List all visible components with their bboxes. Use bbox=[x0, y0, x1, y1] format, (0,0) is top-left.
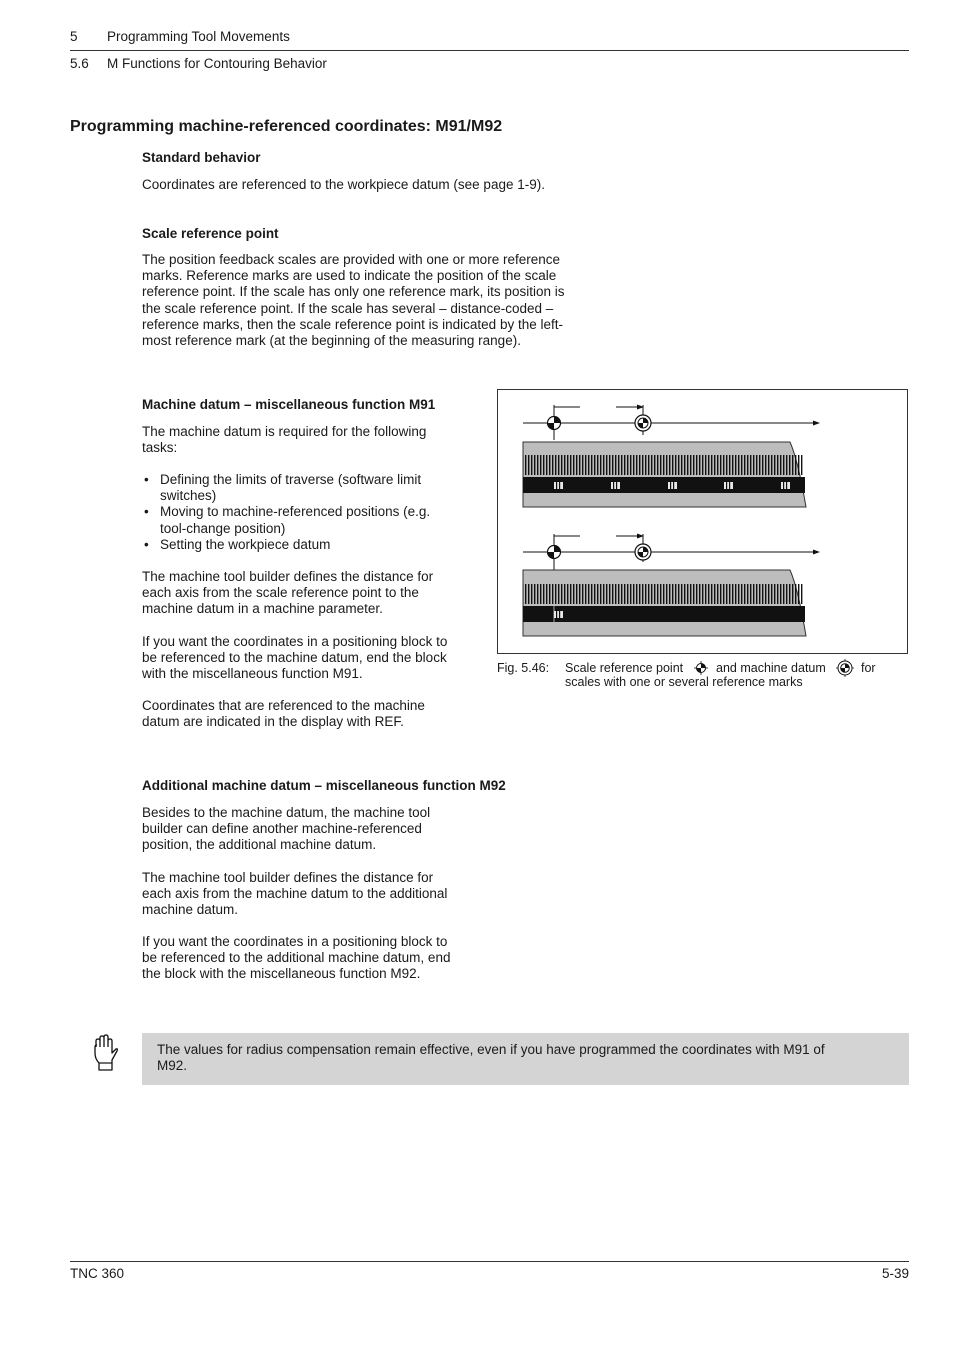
text-line: The machine tool builder defines the distance for bbox=[142, 569, 434, 584]
scale-reference-point-icon bbox=[694, 661, 708, 675]
footer-divider bbox=[70, 1261, 909, 1262]
text-line: datum are indicated in the display with REF. bbox=[142, 714, 404, 730]
text-line: position, the additional machine datum. bbox=[142, 837, 377, 853]
list-item bbox=[142, 472, 487, 504]
m91-paragraph-4 bbox=[142, 698, 487, 730]
text-line: switches) bbox=[160, 488, 217, 504]
arrow-head-icon bbox=[813, 421, 820, 426]
m91-paragraph-2 bbox=[142, 569, 487, 618]
machine-datum-icon bbox=[836, 659, 854, 677]
text-line: machine datum in a machine parameter. bbox=[142, 601, 383, 617]
text-line: with the miscellaneous function M91. bbox=[142, 666, 363, 682]
text-line: The machine tool builder defines the distance for bbox=[142, 870, 434, 885]
m91-heading: Machine datum – miscellaneous function M91 bbox=[142, 397, 436, 412]
section-title: M Functions for Contouring Behavior bbox=[107, 56, 327, 71]
figure-caption-part1: Scale reference point bbox=[565, 661, 684, 675]
machine-datum-icon bbox=[635, 415, 651, 431]
text-line: reference marks, then the scale reference point is indicated by the left- bbox=[142, 316, 563, 332]
chapter-title: Programming Tool Movements bbox=[107, 29, 290, 44]
note-box bbox=[142, 1033, 909, 1085]
text-line: If you want the coordinates in a positioning block to bbox=[142, 934, 448, 949]
page-title: Programming machine-referenced coordinates: M91/M92 bbox=[70, 118, 503, 135]
list-item bbox=[142, 537, 487, 553]
chapter-number: 5 bbox=[70, 29, 78, 44]
scale-reference-heading: Scale reference point bbox=[142, 226, 279, 241]
figure-caption-line2: scales with one or several reference marks bbox=[565, 675, 803, 689]
scale-body bbox=[523, 442, 806, 507]
text-line: be referenced to the machine datum, end the block bbox=[142, 650, 447, 666]
m92-heading: Additional machine datum – miscellaneous function M92 bbox=[142, 778, 506, 793]
text-line: Coordinates that are referenced to the machine bbox=[142, 698, 425, 713]
text-line: The position feedback scales are provided with one or more reference bbox=[142, 252, 560, 267]
text-line: be referenced to the additional machine datum, end bbox=[142, 950, 451, 966]
section-number: 5.6 bbox=[70, 56, 89, 71]
page-number: 5-39 bbox=[881, 1266, 909, 1281]
text-line: The machine datum is required for the following bbox=[142, 424, 427, 439]
text-line: • Setting the workpiece datum bbox=[160, 536, 331, 552]
m91-task-list bbox=[142, 472, 487, 553]
m91-intro bbox=[142, 424, 487, 456]
text-line: machine datum. bbox=[142, 902, 239, 918]
text-line: M92. bbox=[157, 1058, 188, 1074]
scale-diagram bbox=[498, 390, 907, 653]
text-line: builder can define another machine-referenced bbox=[142, 821, 422, 837]
standard-behavior-text: Coordinates are referenced to the workpiece datum (see page 1-9). bbox=[142, 177, 545, 192]
text-line: each axis from the scale reference point to the bbox=[142, 585, 419, 601]
text-line: reference point. If the scale has only one reference mark, its position is bbox=[142, 284, 565, 300]
text-line: • Moving to machine-referenced positions (e.g. bbox=[160, 504, 431, 520]
text-line: the scale reference point. If the scale has several – distance-coded – bbox=[142, 300, 554, 316]
footer-product: TNC 360 bbox=[70, 1266, 125, 1281]
scale-reference-point-icon bbox=[548, 417, 561, 430]
m92-paragraph-3 bbox=[142, 934, 487, 983]
scale-body bbox=[523, 570, 806, 636]
text-line: The values for radius compensation remain effective, even if you have programmed the coordinates with M91 of bbox=[157, 1042, 825, 1057]
text-line: tool-change position) bbox=[160, 520, 286, 536]
text-line: • Defining the limits of traverse (software limit bbox=[160, 472, 422, 487]
figure-caption-part3: for bbox=[861, 661, 876, 675]
scale-reference-point-icon bbox=[548, 546, 561, 559]
m92-paragraph-1 bbox=[142, 805, 487, 854]
list-item bbox=[142, 504, 487, 536]
arrow-head-icon bbox=[813, 550, 820, 555]
text-line: Besides to the machine datum, the machine tool bbox=[142, 805, 431, 820]
standard-behavior-heading: Standard behavior bbox=[142, 150, 261, 165]
header-divider bbox=[70, 50, 909, 51]
m92-paragraph-2 bbox=[142, 870, 487, 919]
scale-reference-paragraph bbox=[142, 252, 612, 349]
machine-datum-icon bbox=[635, 544, 651, 560]
text-line: each axis from the machine datum to the additional bbox=[142, 886, 448, 902]
text-line: most reference mark (at the beginning of the measuring range). bbox=[142, 333, 521, 349]
scale-figure bbox=[497, 389, 908, 654]
note-text bbox=[157, 1042, 892, 1074]
hand-pointer-icon bbox=[92, 1033, 118, 1073]
figure-label: Fig. 5.46: bbox=[497, 661, 550, 675]
text-line: If you want the coordinates in a positioning block to bbox=[142, 634, 448, 649]
figure-caption-part2: and machine datum bbox=[716, 661, 826, 675]
text-line: tasks: bbox=[142, 440, 178, 456]
text-line: the block with the miscellaneous function M92. bbox=[142, 966, 421, 982]
m91-paragraph-3 bbox=[142, 634, 487, 683]
text-line: marks. Reference marks are used to indicate the position of the scale bbox=[142, 268, 557, 284]
